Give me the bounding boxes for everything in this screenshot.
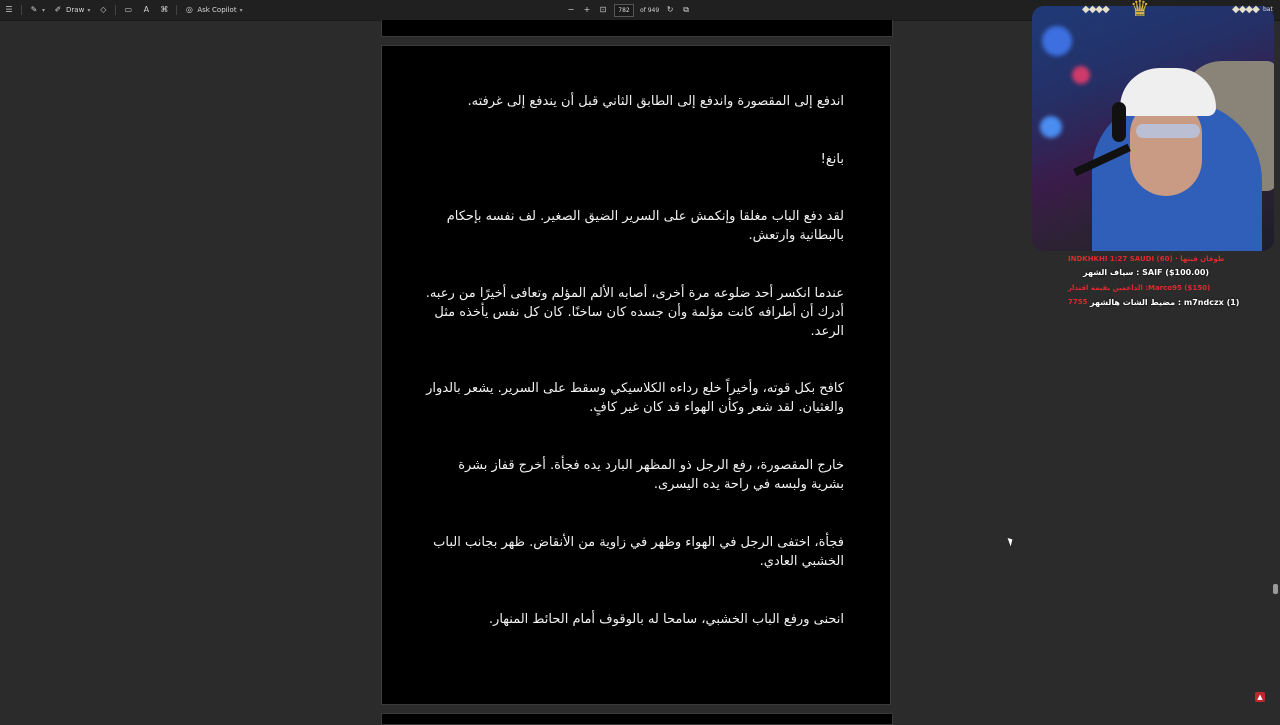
headset bbox=[1112, 102, 1126, 142]
toolbar-divider bbox=[21, 5, 22, 15]
scrollbar-thumb[interactable] bbox=[1273, 584, 1278, 594]
rotate-icon[interactable]: ↻ bbox=[666, 5, 674, 14]
corner-label: bat bbox=[1263, 6, 1273, 13]
chat-moderator-text: مضيط الشات هالشهر : m7ndczx (1) bbox=[1090, 298, 1240, 307]
zoom-in-icon[interactable]: + bbox=[583, 5, 591, 14]
webcam-overlay bbox=[1032, 6, 1274, 251]
toolbar-divider bbox=[176, 5, 177, 15]
alert-text: INDKHKHI 1:27 SAUDI (60) · طوفان قيتها bbox=[1068, 255, 1225, 263]
top-donor-text: سياف الشهر : SAIF ($100.00) bbox=[1083, 268, 1210, 277]
paragraph: لقد دفع الباب مغلقا وإنكمش على السرير الضيق الصغير. لف نفسه بإحكام بالبطانية وارتعش. bbox=[446, 209, 844, 243]
translate-icon: ⌘ bbox=[160, 5, 169, 14]
list-icon: ☰ bbox=[5, 5, 13, 14]
paragraph: كافح بكل قوته، وأخيراً خلع رداءه الكلاسيكي وسقط على السرير. يشعر بالدوار والغثيان. لقد شعر وكأن الهواء قد كان غير كافٍ. bbox=[426, 381, 844, 415]
zoom-out-icon[interactable]: − bbox=[567, 5, 575, 14]
pen-icon: ✐ bbox=[54, 5, 62, 14]
supporters-text: الداعمين بقيمة اقتدار :Marco95 ($150) bbox=[1068, 284, 1211, 292]
read-aloud-icon: A bbox=[143, 5, 150, 14]
background-light bbox=[1072, 66, 1090, 84]
highlight-button[interactable] bbox=[25, 0, 49, 20]
zoom-and-page-controls bbox=[566, 0, 691, 20]
ask-copilot-button[interactable] bbox=[180, 0, 246, 20]
background-light bbox=[1042, 26, 1072, 56]
page-total: of 949 bbox=[640, 6, 660, 14]
fit-page-icon[interactable]: ⊡ bbox=[599, 5, 607, 14]
toolbar-divider bbox=[115, 5, 116, 15]
pdf-app-icon: ▲ bbox=[1255, 692, 1265, 702]
decor-pattern: ◆◆◆◆ bbox=[1232, 4, 1259, 15]
text-box-button[interactable] bbox=[119, 0, 137, 20]
eraser-icon: ◇ bbox=[100, 5, 107, 14]
pdf-page bbox=[381, 45, 891, 705]
streamer-glasses bbox=[1136, 124, 1200, 138]
paragraph: بانغ! bbox=[820, 152, 844, 167]
paragraph: عندما انكسر أحد ضلوعه مرة أخرى، أصابه الألم المؤلم وتعافى أخيرًا من رعبه. أدرك أن أطرافه كانت مؤلمة وأن جسده كان ساخنًا. كان كل نفس يأخذه مثل الرعد. bbox=[425, 286, 844, 339]
chevron-down-icon: ▾ bbox=[87, 6, 91, 14]
contents-button[interactable] bbox=[0, 0, 18, 20]
paragraph: خارج المقصورة، رفع الرجل ذو المظهر البارد يده فجأة. أخرج قفاز بشرة بشرية ولبسه في راحة يده اليسرى. bbox=[458, 458, 844, 492]
translate-button[interactable] bbox=[155, 0, 173, 20]
erase-button[interactable] bbox=[94, 0, 112, 20]
highlighter-icon: ✎ bbox=[30, 5, 38, 14]
page-number-input[interactable] bbox=[614, 4, 634, 17]
chevron-down-icon: ▾ bbox=[239, 6, 243, 14]
supporters-prefix: 7755 bbox=[1068, 298, 1088, 306]
draw-label: Draw bbox=[66, 6, 85, 14]
paragraph: اندفع إلى المقصورة واندفع إلى الطابق الثاني قبل أن يندفع إلى غرفته. bbox=[467, 94, 844, 109]
paragraph: فجأة، اختفى الرجل في الهواء وظهر في زاوية من الأنقاض. ظهر بجانب الباب الخشبي العادي. bbox=[433, 535, 844, 569]
page-view-icon[interactable]: ⧉ bbox=[683, 5, 690, 14]
ask-copilot-label: Ask Copilot bbox=[197, 6, 237, 14]
next-page bbox=[381, 713, 893, 725]
text-box-icon: ▭ bbox=[124, 5, 133, 14]
crown-logo-icon: ♛ bbox=[1130, 0, 1150, 22]
chevron-down-icon: ▾ bbox=[42, 6, 46, 14]
decor-pattern: ◆◆◆◆ bbox=[1082, 4, 1109, 15]
previous-page bbox=[381, 20, 893, 37]
read-aloud-button[interactable] bbox=[137, 0, 155, 20]
mouse-cursor bbox=[1008, 537, 1015, 547]
copilot-icon: ◎ bbox=[185, 5, 193, 14]
paragraph: انحنى ورفع الباب الخشبي، سامحا له بالوقوف أمام الحائط المنهار. bbox=[488, 612, 844, 627]
draw-button[interactable] bbox=[49, 0, 94, 20]
background-light bbox=[1040, 116, 1062, 138]
